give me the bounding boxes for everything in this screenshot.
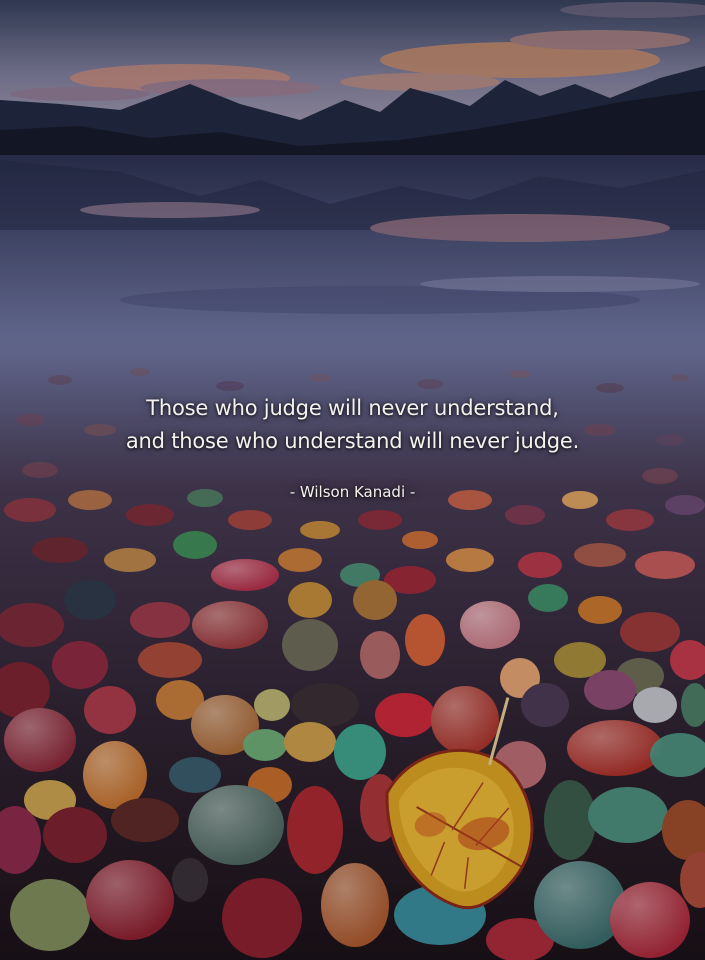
quote-overlay [0,392,705,502]
quote-line-2: and those who understand will never judge. [125,429,580,453]
quote-author: - Wilson Kanadi - [289,483,416,501]
quote-line-1: Those who judge will never understand, [146,396,559,420]
